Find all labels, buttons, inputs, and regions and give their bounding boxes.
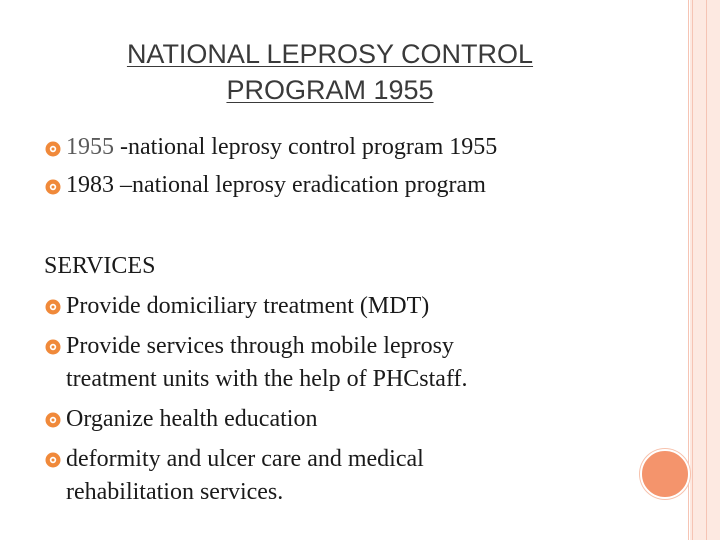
gear-bullet-icon — [44, 411, 62, 429]
service-item: Provide services through mobile leprosy — [66, 333, 454, 359]
timeline-item — [66, 132, 497, 162]
timeline-text: -national leprosy control program 1955 — [114, 134, 498, 160]
gear-bullet-icon — [44, 338, 62, 356]
service-item: deformity and ulcer care and medical — [66, 446, 424, 472]
title-line-1: NATIONAL LEPROSY CONTROL — [126, 39, 534, 69]
gear-bullet-icon — [44, 140, 62, 158]
gear-bullet-icon — [44, 298, 62, 316]
service-item-continued: rehabilitation services. — [66, 479, 284, 505]
title-line-2: PROGRAM 1955 — [226, 75, 434, 105]
service-item-continued: treatment units with the help of PHCstaff. — [66, 366, 468, 392]
service-item: Provide domiciliary treatment (MDT) — [66, 293, 430, 319]
accent-circle — [640, 449, 690, 499]
gear-bullet-icon — [44, 451, 62, 469]
side-band — [690, 0, 720, 540]
service-item: Organize health education — [66, 406, 318, 432]
slide-title — [60, 36, 600, 108]
timeline-text: –national leprosy eradication program — [114, 172, 486, 198]
timeline-item — [66, 170, 486, 200]
side-rule — [692, 0, 693, 540]
gear-bullet-icon — [44, 178, 62, 196]
timeline-year: 1983 — [66, 172, 114, 198]
side-rule — [688, 0, 689, 540]
timeline-year: 1955 — [66, 134, 114, 160]
services-heading: SERVICES — [44, 253, 156, 279]
side-rule — [706, 0, 707, 540]
